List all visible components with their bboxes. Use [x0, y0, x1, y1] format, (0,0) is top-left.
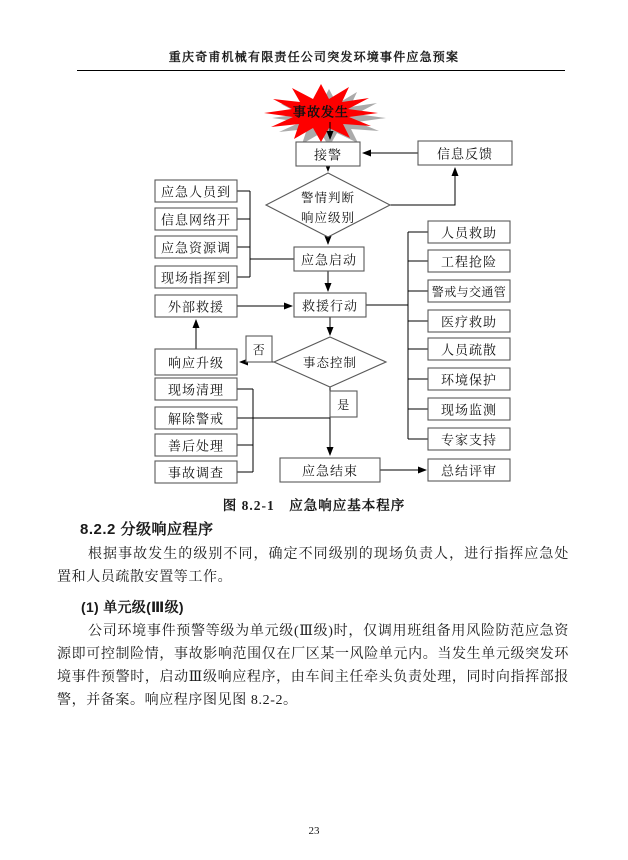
label-control: 事态控制	[302, 356, 358, 370]
label-no: 否	[252, 343, 266, 357]
label-yes: 是	[337, 398, 350, 412]
label-left-bottom-2: 解除警戒	[167, 411, 225, 427]
label-right-9: 总结评审	[440, 463, 498, 479]
label-receive: 接警	[313, 147, 343, 163]
label-left-bottom-3: 善后处理	[167, 438, 225, 454]
label-right-3: 警戒与交通管	[431, 285, 507, 299]
label-launch: 应急启动	[300, 252, 358, 268]
label-right-8: 专家支持	[440, 432, 498, 448]
document-header-title: 重庆奇甫机械有限责任公司突发环境事件应急预案	[168, 50, 460, 64]
label-left-bottom-1: 现场清理	[167, 382, 225, 398]
line-judge-to-feedback	[390, 168, 455, 205]
paragraph-1: 根据事故发生的级别不同，确定不同级别的现场负责人，进行指挥应急处置和人员疏散安置等工作。	[57, 547, 569, 585]
label-end: 应急结束	[301, 463, 359, 479]
label-left-top-3: 应急资源调	[160, 240, 232, 256]
label-left-top-2: 信息网络开	[160, 212, 232, 228]
paragraph-2: 公司环境事件预警等级为单元级(Ⅲ级)时，仅调用班组备用风险防范应急资源即可控制险情，事故影响范围仅在厂区某一风险单元内。当发生单元级突发环境事件预警时，启动Ⅲ级响应程序，由车间主任牵头负责处理，同时向指挥部报警，并备案。响应程序图见图 8.2-2。	[57, 624, 569, 708]
section-heading: 8.2.2 分级响应程序	[80, 521, 214, 538]
page-number: 23	[308, 825, 320, 837]
label-start: 事故发生	[292, 104, 350, 120]
label-right-2: 工程抢险	[440, 254, 498, 270]
label-judge-line2: 响应级别	[300, 211, 356, 225]
label-right-1: 人员救助	[440, 225, 498, 241]
label-right-7: 现场监测	[440, 402, 498, 418]
label-right-5: 人员疏散	[440, 342, 498, 358]
label-right-4: 医疗救助	[440, 314, 498, 330]
label-upgrade: 响应升级	[167, 355, 225, 371]
bracket-right	[408, 232, 428, 439]
label-left-top-4: 现场指挥到	[160, 270, 232, 286]
diamond-judge	[266, 173, 390, 237]
label-judge-line1: 警情判断	[300, 191, 356, 205]
label-right-6: 环境保护	[440, 372, 498, 388]
label-left-bottom-4: 事故调查	[167, 465, 225, 481]
label-rescue: 救援行动	[301, 298, 359, 314]
label-left-top-1: 应急人员到	[160, 184, 232, 200]
label-external: 外部救援	[167, 299, 225, 315]
label-feedback: 信息反馈	[436, 146, 494, 162]
sub-heading-unit-level: (1) 单元级(Ⅲ级)	[81, 599, 184, 615]
figure-caption: 图 8.2-1 应急响应基本程序	[222, 498, 406, 513]
